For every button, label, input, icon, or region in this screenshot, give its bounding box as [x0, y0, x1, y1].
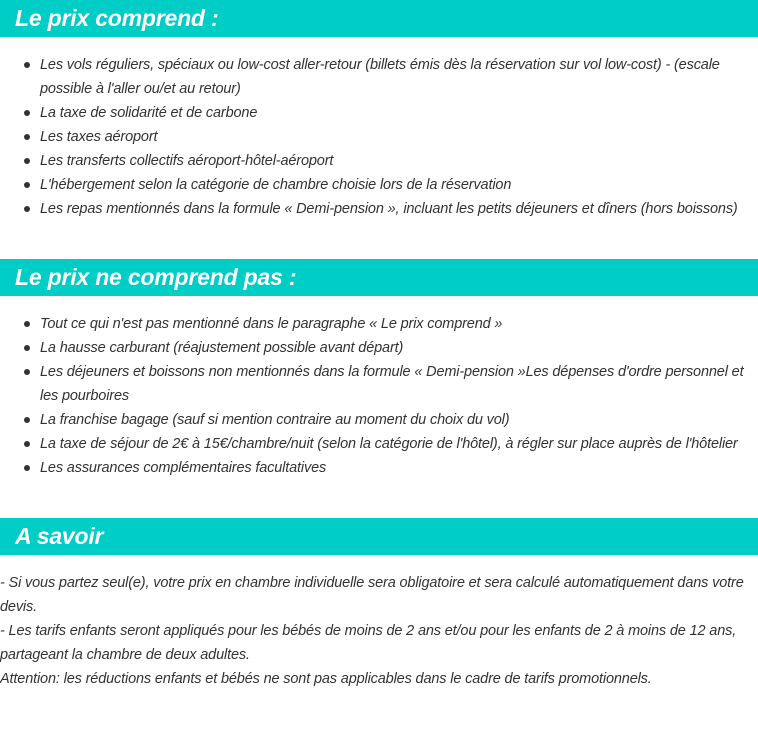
list-item: La hausse carburant (réajustement possible avant départ): [24, 336, 758, 360]
price-excludes-list: [0, 312, 758, 480]
price-includes-header: [0, 0, 758, 37]
price-excludes-section: [0, 259, 758, 480]
note-line: Attention: les réductions enfants et bébés ne sont pas applicables dans le cadre de tarifs promotionnels.: [0, 671, 652, 687]
list-item: Les repas mentionnés dans la formule « Demi-pension », incluant les petits déjeuners et dîners (hors boissons): [24, 197, 758, 221]
good-to-know-text: [0, 571, 758, 691]
price-excludes-title: Le prix ne comprend pas :: [15, 264, 297, 290]
note-line: - Si vous partez seul(e), votre prix en chambre individuelle sera obligatoire et sera calculé automatiquement dans votre devis.: [0, 575, 744, 615]
price-includes-list: [0, 53, 758, 221]
good-to-know-title: A savoir: [15, 523, 104, 549]
list-item: L'hébergement selon la catégorie de chambre choisie lors de la réservation: [24, 173, 758, 197]
price-includes-section: [0, 0, 758, 221]
price-includes-title: Le prix comprend :: [15, 5, 219, 31]
note-line: - Les tarifs enfants seront appliqués pour les bébés de moins de 2 ans et/ou pour les enfants de 2 à moins de 12 ans, partageant la chambre de deux adultes.: [0, 623, 737, 663]
good-to-know-section: [0, 518, 758, 691]
list-item: La franchise bagage (sauf si mention contraire au moment du choix du vol): [24, 408, 758, 432]
price-excludes-header: [0, 259, 758, 296]
list-item: La taxe de séjour de 2€ à 15€/chambre/nuit (selon la catégorie de l'hôtel), à régler sur place auprès de l'hôtelier: [24, 432, 758, 456]
list-item: Tout ce qui n'est pas mentionné dans le paragraphe « Le prix comprend »: [24, 312, 758, 336]
list-item: Les assurances complémentaires facultatives: [24, 456, 758, 480]
list-item: Les transferts collectifs aéroport-hôtel-aéroport: [24, 149, 758, 173]
list-item: La taxe de solidarité et de carbone: [24, 101, 758, 125]
list-item: Les taxes aéroport: [24, 125, 758, 149]
good-to-know-header: [0, 518, 758, 555]
list-item: Les vols réguliers, spéciaux ou low-cost aller-retour (billets émis dès la réservation sur vol low-cost) - (escale possible à l'aller ou/et au retour): [24, 53, 758, 101]
list-item: Les déjeuners et boissons non mentionnés dans la formule « Demi-pension »Les dépenses d'ordre personnel et les pourboires: [24, 360, 758, 408]
